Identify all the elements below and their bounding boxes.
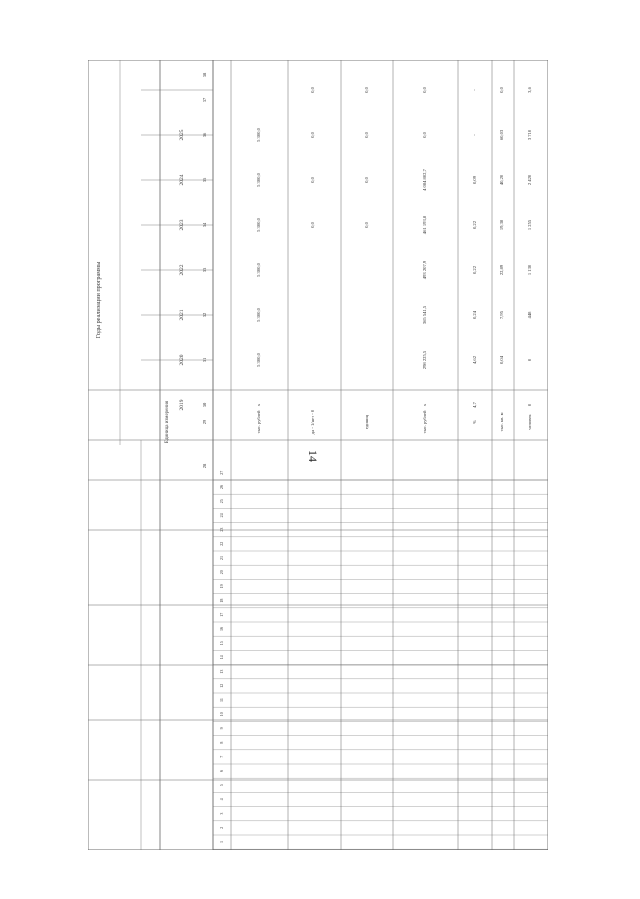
row-value: 5 300,0 [256,128,261,142]
digit-number: 19 [219,584,224,589]
row-value: х [422,403,427,407]
digit-number: 16 [219,627,224,631]
row-value: 19,38 [499,219,504,231]
row-value: х [256,403,261,407]
digit-number: 7 [219,755,224,758]
year-heading: 2019 [179,399,185,411]
row-value: 0,22 [472,220,477,230]
digit-number: 5 [219,784,224,787]
column-number: 34 [202,222,207,228]
row-value: 0,04 [499,355,504,365]
digit-number: 26 [219,485,224,489]
digit-number: 9 [219,727,224,730]
row-value: 0,0 [310,132,315,138]
column-number: 32 [202,312,207,318]
row-value: 0,0 [499,87,504,93]
row-value: 0,0 [422,132,427,138]
years-group-heading: Годы реализации программы [95,261,102,339]
row-value: 3,6 [527,87,532,93]
digit-number: 6 [219,770,224,772]
row-value: 3 710 [527,129,532,141]
digit-number: 21 [219,556,224,560]
row-value: 0,0 [364,177,369,183]
digit-number: 18 [219,598,224,603]
row-value: 0,0 [310,87,315,93]
digit-number: 10 [219,712,224,717]
row-value: 5 300,0 [256,308,261,322]
year-heading: 2020 [179,354,185,366]
row-value: 5 300,0 [256,263,261,277]
digit-number: 14 [219,655,224,660]
row-unit: тыс. рублей [256,410,261,434]
digit-number: 15 [219,641,224,646]
row-value: 461 193,8 [422,215,427,235]
year-heading: 2024 [179,174,185,186]
digit-number: 3 [219,812,224,815]
digit-number: 20 [219,570,224,575]
row-value: 1 255 [527,219,532,231]
year-heading: 2023 [179,219,185,231]
row-value: 60,03 [499,129,504,141]
digit-number: 2 [219,826,224,829]
column-number: 36 [202,132,207,138]
row-value: 0,0 [364,222,369,228]
column-number: 37 [202,97,207,103]
row-value: 0,0 [422,87,427,93]
row-value: 2 420 [527,174,532,186]
row-value: 0,0 [310,222,315,228]
rotated-table [88,60,548,850]
row-value: 5 300,0 [256,353,261,367]
row-value: 493 207,9 [422,260,427,280]
year-heading: 2022 [179,264,185,276]
row-unit: человек [527,414,532,430]
row-value: 22,89 [499,264,504,276]
row-value: 298 225,5 [422,350,427,370]
column-number: 31 [202,357,207,363]
row-unit: тыс. кв. м [499,412,504,432]
row-value: 0,24 [472,310,477,320]
row-value: 7,95 [499,310,504,320]
digit-number: 27 [219,470,224,475]
digit-number: 24 [219,513,224,518]
digit-number: 12 [219,683,224,688]
digit-number: 13 [219,669,224,674]
row-unit: % [472,420,477,424]
row-value: - [472,89,477,91]
row-value: 0 [527,403,532,407]
column-number: 30 [202,402,207,408]
year-heading: 2025 [179,129,185,141]
row-value: 5 300,0 [256,173,261,187]
digit-number: 11 [219,698,224,702]
column-number: 38 [202,72,207,78]
digit-number: 8 [219,741,224,744]
row-value: 365 541,5 [422,305,427,325]
table-grid [88,60,548,850]
unit-heading: Единица измерения [165,400,170,444]
row-value: 4,7 [472,402,477,408]
digit-number: 23 [219,527,224,532]
digit-number: 4 [219,798,224,801]
row-value: 448 [527,311,532,319]
digit-number: 25 [219,499,224,504]
row-value: 4,62 [472,355,477,365]
row-value: 0,0 [364,87,369,93]
column-number: 33 [202,267,207,273]
row-value: 0,0 [310,177,315,183]
column-number: 28 [202,463,207,469]
row-value: 0 [527,358,532,362]
row-value: 5 300,0 [256,218,261,232]
row-value: 0,22 [472,265,477,275]
row-unit: единиц [364,414,369,430]
row-unit: тыс. рублей [422,410,427,434]
digit-number: 17 [219,612,224,617]
year-heading: 2021 [179,309,185,321]
column-number: 35 [202,177,207,183]
row-value: 40,20 [499,174,504,186]
page-number: 14 [306,450,320,462]
row-value: 1 130 [527,264,532,276]
row-value: 0,09 [472,175,477,185]
column-number: 29 [202,419,207,425]
digit-number: 22 [219,541,224,546]
row-unit: да - 1/нет - 0 [310,409,315,435]
row-value: 4 084 802,7 [422,169,427,191]
digit-number: 1 [219,841,224,843]
row-value: 0,0 [364,132,369,138]
row-value: - [472,134,477,136]
